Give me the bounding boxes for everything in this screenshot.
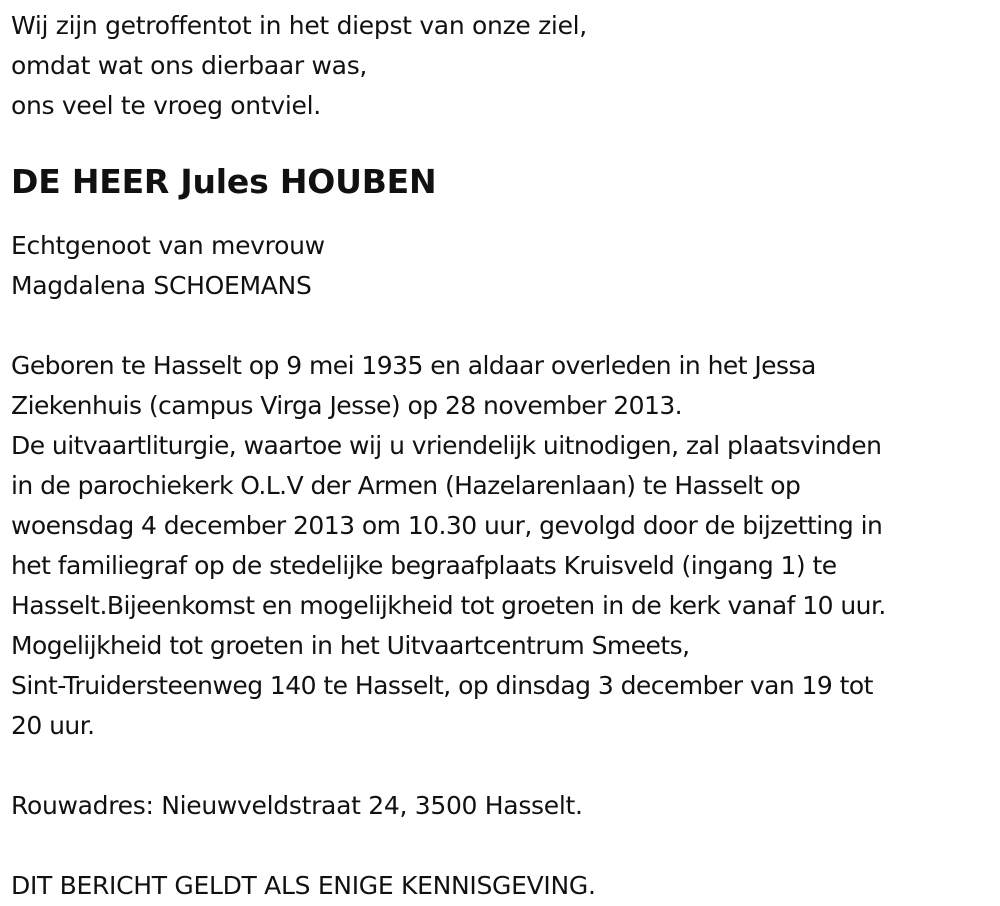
details-line: het familiegraf op de stedelijke begraafplaats Kruisveld (ingang 1) te — [11, 551, 837, 581]
spouse-line-2: Magdalena SCHOEMANS — [11, 271, 312, 301]
details-line: De uitvaartliturgie, waartoe wij u vriendelijk uitnodigen, zal plaatsvinden — [11, 431, 882, 461]
deceased-name: DE HEER Jules HOUBEN — [11, 162, 437, 201]
details-line: Geboren te Hasselt op 9 mei 1935 en aldaar overleden in het Jessa — [11, 351, 816, 381]
spouse-info — [11, 226, 996, 306]
spacer — [11, 306, 996, 346]
details-line: 20 uur. — [11, 711, 95, 741]
verse-line-2: omdat wat ons dierbaar was, — [11, 51, 368, 80]
funeral-details — [11, 346, 996, 746]
details-line: Mogelijkheid tot groeten in het Uitvaartcentrum Smeets, — [11, 631, 690, 661]
mourning-address: Rouwadres: Nieuwveldstraat 24, 3500 Hasselt. — [11, 791, 583, 821]
spacer — [11, 746, 996, 786]
details-line: Sint-Truidersteenweg 140 te Hasselt, op dinsdag 3 december van 19 tot — [11, 671, 873, 701]
official-notice: DIT BERICHT GELDT ALS ENIGE KENNISGEVING. — [11, 871, 596, 901]
details-line: Hasselt.Bijeenkomst en mogelijkheid tot groeten in de kerk vanaf 10 uur. — [11, 591, 886, 621]
spouse-line-1: Echtgenoot van mevrouw — [11, 231, 325, 261]
spacer — [11, 826, 996, 866]
details-line: in de parochiekerk O.L.V der Armen (Hazelarenlaan) te Hasselt op — [11, 471, 801, 501]
details-line: woensdag 4 december 2013 om 10.30 uur, gevolgd door de bijzetting in — [11, 511, 883, 541]
memorial-verse — [11, 6, 996, 126]
obituary-notice — [11, 6, 996, 906]
details-line: Ziekenhuis (campus Virga Jesse) op 28 november 2013. — [11, 391, 683, 421]
verse-line-1: Wij zijn getroffentot in het diepst van onze ziel, — [11, 11, 587, 40]
verse-line-3: ons veel te vroeg ontviel. — [11, 91, 321, 120]
